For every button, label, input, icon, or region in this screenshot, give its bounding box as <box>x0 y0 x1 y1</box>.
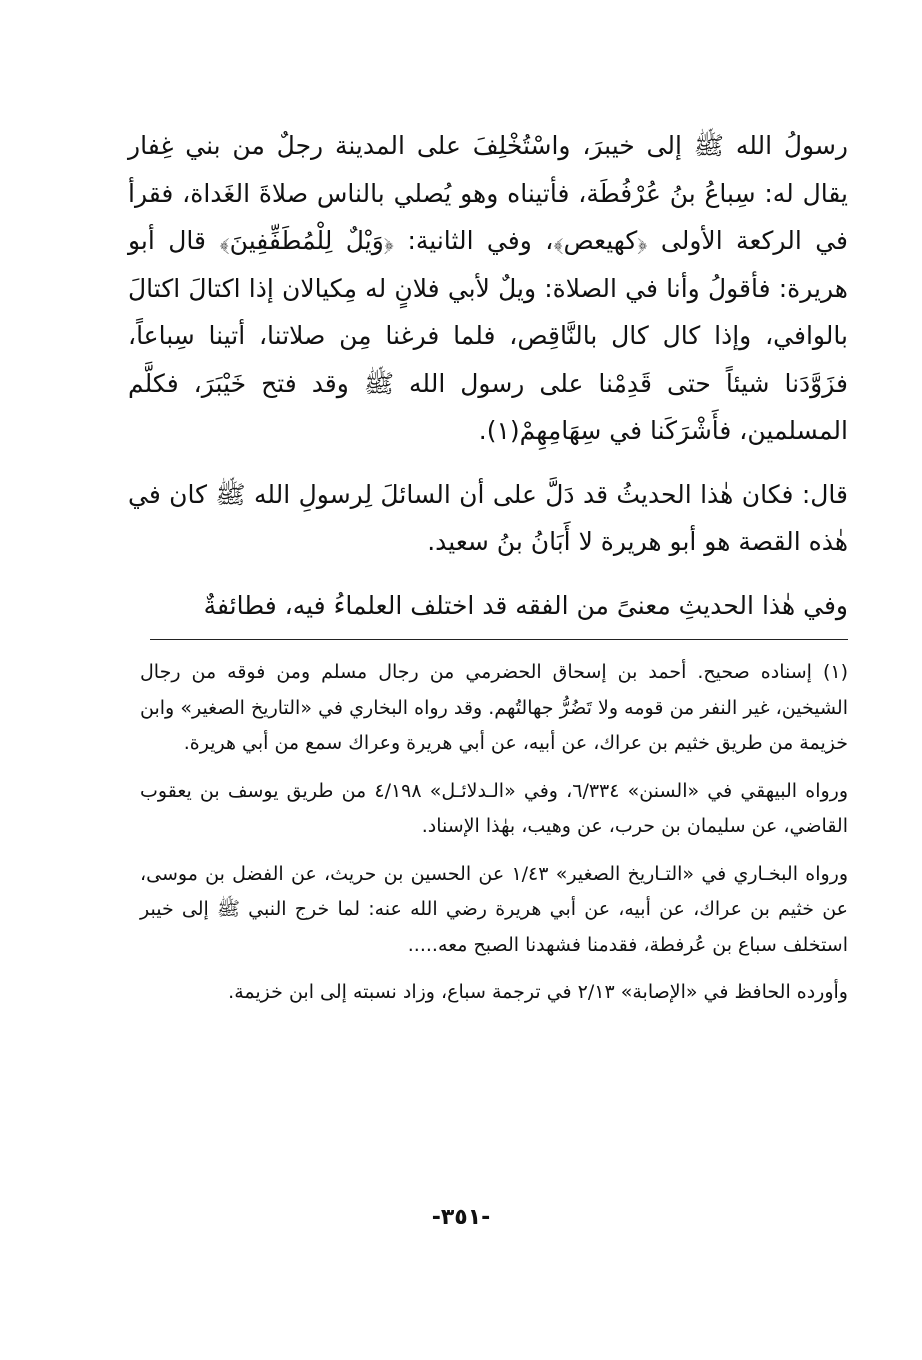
page-number: -٣٥١- <box>431 1205 491 1230</box>
main-paragraph-3: وفي هٰذا الحديثِ معنىً من الفقه قد اختلف العلماءُ فيه، فطائفةٌ <box>203 590 848 620</box>
footnote-paragraph-1: (١) إسناده صحيح. أحمد بن إسحاق الحضرمي من رجال مسلم ومن فوقه من رجال الشيخين، غير النفر من قومه ولا تَضُرُّ جهالتُهم. وقد رواه البخاري في «التاريخ الصغير» وابن خزيمة من طريق خثيم بن عراك، عن أبيه، عن أبي هريرة وعراك سمع من أبي هريرة. <box>140 661 848 754</box>
footnotes <box>140 655 848 1011</box>
main-text <box>128 122 848 629</box>
footnote-separator <box>150 639 848 640</box>
footnote-paragraph-4: وأورده الحافظ في «الإصابة» ٢/١٣ في ترجمة سباع، وزاد نسبته إلى ابن خزيمة. <box>228 981 848 1003</box>
main-paragraph-2: قال: فكان هٰذا الحديثُ قد دَلَّ على أن السائلَ لِرسولِ الله ﷺ كان في هٰذه القصة هو أبو هريرة لا أَبَانُ بنُ سعيد. <box>128 479 848 556</box>
footnote-paragraph-2: ورواه البيهقي في «السنن» ٦/٣٣٤، وفي «الـدلائـل» ٤/١٩٨ من طريق يوسف بن يعقوب القاضي، عن سليمان بن حرب، عن وهيب، بهٰذا الإسناد. <box>140 779 848 837</box>
main-paragraph-1: رسولُ الله ﷺ إلى خيبرَ، واسْتُخْلِفَ على المدينة رجلٌ من بني غِفار يقال له: سِباعُ بنُ عُرْفُطَة، فأتيناه وهو يُصلي بالناس صلاةَ الغَداة، فقرأ في الركعة الأولى ﴿كهيعص﴾، وفي الثانية: ﴿وَيْلٌ لِلْمُطَفِّفِينَ﴾ قال أبو هريرة: فأقولُ وأنا في الصلاة: ويلٌ لأبي فلانٍ له مِكيالان إذا اكتالَ اكتالَ بالوافي، وإذا كال كال بالنَّاقِص، فلما فرغنا مِن صلاتنا، أتينا سِباعاً، فزَوَّدَنا شيئاً حتى قَدِمْنا على رسول الله ﷺ وقد فتح خَيْبَرَ، فكلَّم المسلمين، فأَشْرَكَنا في سِهَامِهِمْ(١). <box>128 131 848 445</box>
footnote-paragraph-3: ورواه البخـاري في «التـاريخ الصغير» ١/٤٣ عن الحسين بن حريث، عن الفضل بن موسى، عن خثيم بن عراك، عن أبيه، عن أبي هريرة رضي الله عنه: لما خرج النبي ﷺ إلى خيبر استخلف سباع بن عُرفطة، فقدمنا فشهدنا الصبح معه..... <box>140 862 848 956</box>
